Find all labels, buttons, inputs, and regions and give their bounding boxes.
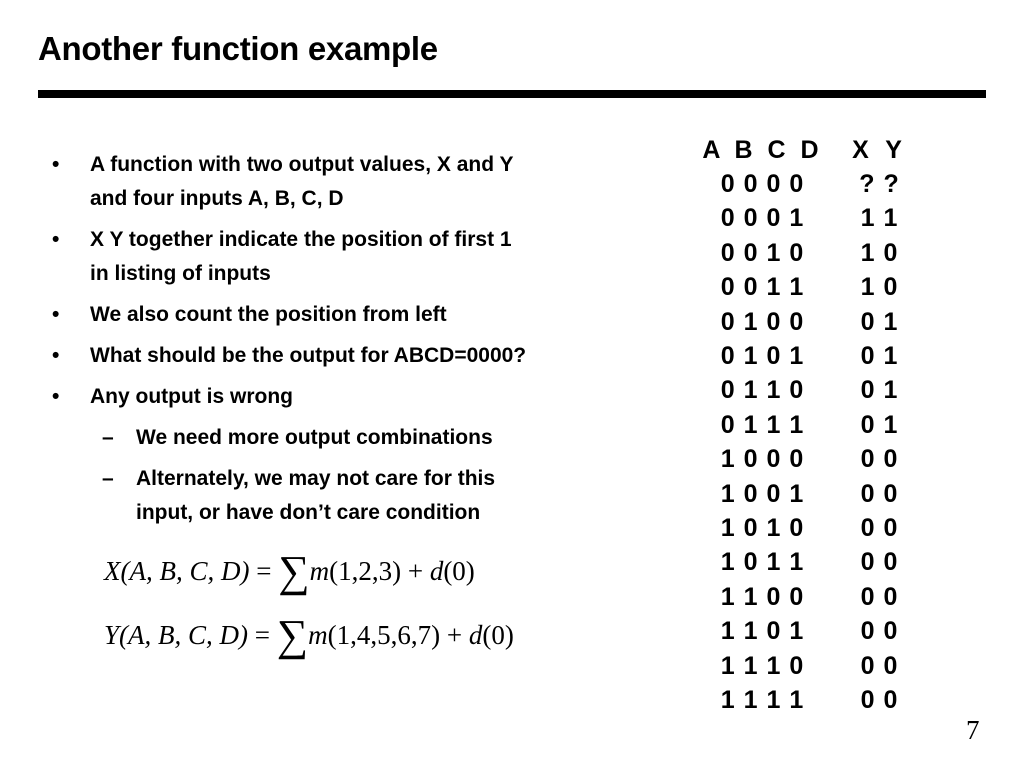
output-value: 0 0 [860, 479, 898, 508]
slide-title: Another function example [38, 30, 438, 67]
equation-x-m: m [309, 556, 330, 586]
equation-x-dont-cares: (0) [443, 556, 475, 586]
equation-y-dont-cares: (0) [482, 620, 514, 650]
input-combination: 1 0 1 1 [720, 548, 804, 577]
input-combination: 1 0 1 0 [720, 513, 804, 542]
output-value: 0 1 [860, 410, 898, 439]
bullet-text-continued: in listing of inputs [90, 262, 271, 285]
sigma-symbol: ∑ [276, 611, 309, 660]
equation-x-equals: = [249, 556, 279, 586]
output-value: 0 0 [860, 617, 898, 646]
bullet-marker: • [52, 344, 60, 367]
input-combination: 1 0 0 1 [720, 479, 804, 508]
equation-y-equals: = [248, 620, 277, 650]
output-value: 0 0 [860, 513, 898, 542]
output-value: 1 0 [860, 238, 898, 267]
truth-table-row [700, 202, 934, 236]
sub-bullet-text-continued: input, or have don’t care condition [136, 501, 481, 524]
equation-y-minterms: (1,4,5,6,7) [327, 620, 441, 650]
truth-table-body [700, 133, 934, 718]
sub-bullet-item [0, 462, 700, 530]
equation-y-plus: + [440, 620, 469, 650]
input-combination: 0 1 1 1 [720, 410, 804, 439]
input-combination: 0 1 0 0 [720, 307, 804, 336]
equation-x-args: (A, B, C, D) [120, 556, 250, 586]
output-value: 0 0 [860, 685, 898, 714]
bullet-text: What should be the output for ABCD=0000? [90, 344, 527, 367]
equation-y-lhs-var: Y [104, 620, 120, 650]
output-value: 0 0 [860, 582, 898, 611]
equation-x-d: d [429, 556, 444, 586]
bullet-item [0, 380, 700, 414]
bullet-text: We also count the position from left [90, 303, 447, 326]
equation-y-d: d [468, 620, 483, 650]
truth-table-row [700, 511, 934, 545]
bullet-marker: • [52, 153, 60, 176]
truth-table-row [700, 374, 934, 408]
truth-table-row [700, 614, 934, 648]
equation-y-m: m [308, 620, 328, 650]
input-combination: 0 1 1 0 [720, 376, 804, 405]
bullet-marker: • [52, 228, 60, 251]
output-value: 0 0 [860, 651, 898, 680]
bullet-text: Any output is wrong [90, 385, 293, 408]
title-underline [38, 90, 986, 98]
input-combination: 1 1 1 0 [720, 651, 804, 680]
equation-x-lhs-var: X [104, 556, 121, 586]
input-combination: 1 1 0 1 [720, 617, 804, 646]
output-value: 1 1 [860, 204, 898, 233]
input-combination: 1 1 1 1 [720, 685, 804, 714]
equation-x [104, 547, 475, 596]
equation-y-args: (A, B, C, D) [119, 620, 249, 650]
bullet-text: X Y together indicate the position of first 1 [90, 228, 512, 251]
input-combination: 0 1 0 1 [720, 342, 804, 371]
truth-table-row [700, 305, 934, 339]
bullet-item [0, 298, 700, 332]
truth-table-row [700, 649, 934, 683]
input-combination: 0 0 0 0 [720, 170, 804, 199]
inputs-header: A B C D [702, 135, 822, 164]
dash-marker: – [102, 467, 114, 490]
bullet-list [0, 148, 700, 537]
input-combination: 0 0 0 1 [720, 204, 804, 233]
sub-bullet-text: Alternately, we may not care for this [136, 467, 496, 490]
truth-table-row [700, 443, 934, 477]
sub-bullet-item [0, 421, 700, 455]
input-combination: 1 1 0 0 [720, 582, 804, 611]
truth-table-row [700, 236, 934, 270]
equation-y [104, 611, 514, 660]
equation-x-plus: + [401, 556, 430, 586]
bullet-text: A function with two output values, X and Y [90, 153, 514, 176]
truth-table-row [700, 167, 934, 201]
page-number: 7 [966, 715, 980, 745]
truth-table-row [700, 580, 934, 614]
bullet-marker: • [52, 303, 60, 326]
bullet-item [0, 148, 700, 216]
truth-table-row [700, 546, 934, 580]
sub-bullet-text: We need more output combinations [136, 426, 493, 449]
dash-marker: – [102, 426, 114, 449]
bullet-item [0, 339, 700, 373]
outputs-header: X Y [852, 135, 906, 164]
truth-table-row [700, 477, 934, 511]
truth-table-header-row [700, 133, 934, 167]
bullet-marker: • [52, 385, 60, 408]
output-value: 0 1 [860, 376, 898, 405]
output-value: 0 0 [860, 445, 898, 474]
bullet-item [0, 223, 700, 291]
equation-x-minterms: (1,2,3) [329, 556, 402, 586]
input-combination: 0 0 1 0 [720, 238, 804, 267]
bullet-text-continued: and four inputs A, B, C, D [90, 187, 344, 210]
truth-table [700, 133, 934, 718]
truth-table-row [700, 339, 934, 373]
truth-table-row [700, 408, 934, 442]
truth-table-row [700, 683, 934, 717]
truth-table-row [700, 271, 934, 305]
output-value: 0 0 [860, 548, 898, 577]
input-combination: 0 0 1 1 [720, 273, 804, 302]
output-value: 1 0 [860, 273, 898, 302]
output-value: 0 1 [860, 342, 898, 371]
input-combination: 1 0 0 0 [720, 445, 804, 474]
sigma-symbol: ∑ [278, 547, 310, 596]
output-value: 0 1 [860, 307, 898, 336]
output-value: ? ? [859, 170, 899, 199]
